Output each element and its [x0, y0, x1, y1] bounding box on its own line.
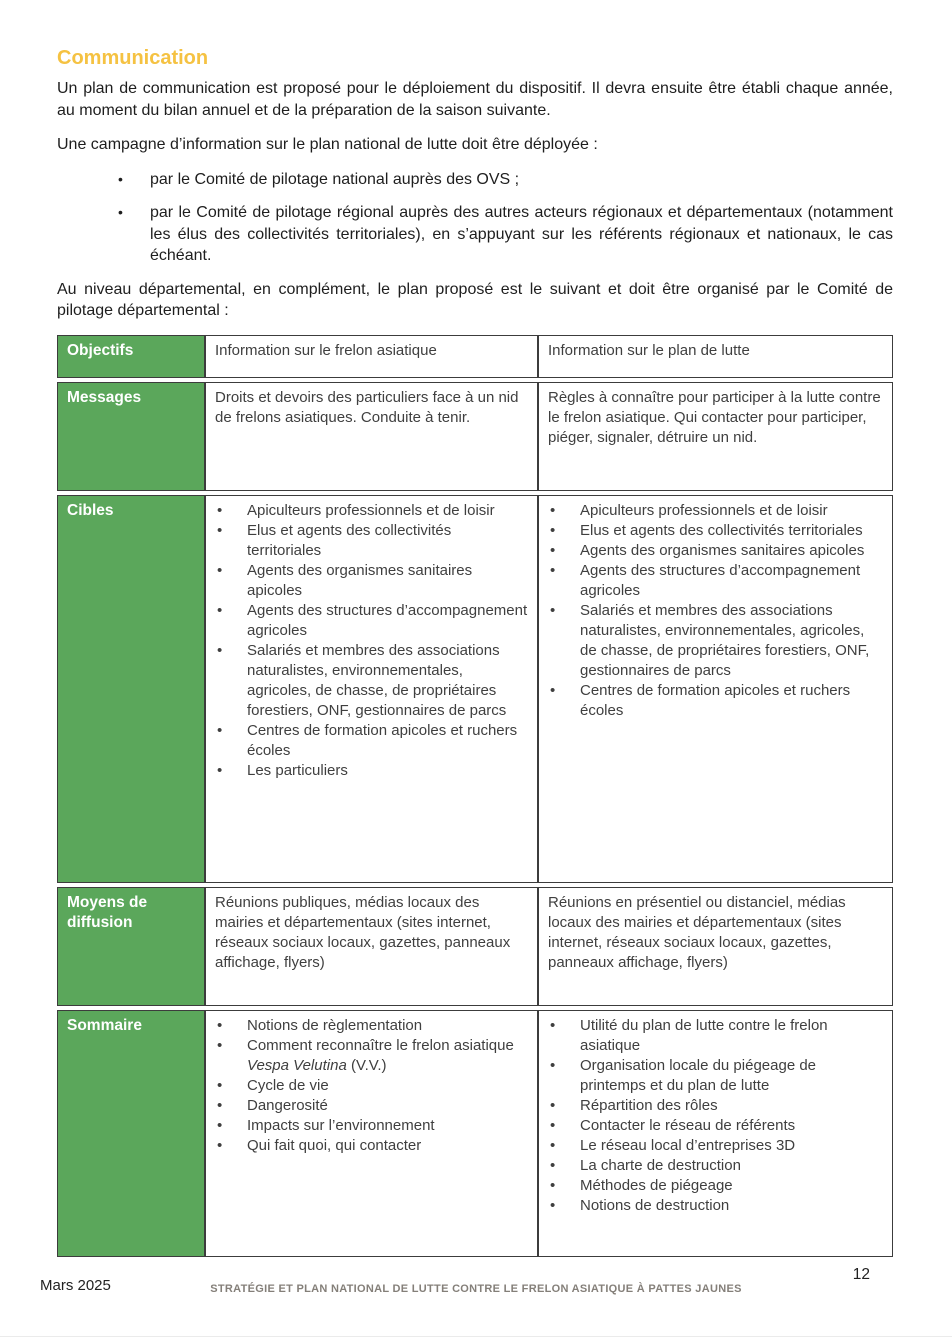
list-item	[215, 501, 528, 521]
species-name-italic: Vespa Velutina	[247, 1056, 347, 1074]
list-item-text: Répartition des rôles	[580, 1096, 718, 1114]
row-label-messages: Messages	[57, 382, 205, 491]
bullet-icon: •	[550, 521, 556, 539]
bullet-icon: •	[217, 761, 223, 779]
bullet-icon: •	[217, 1116, 223, 1134]
list-item-text: Le réseau local d’entreprises 3D	[580, 1136, 796, 1154]
bullet-icon: •	[550, 1096, 556, 1114]
list-item-text: Centres de formation apicoles et ruchers écoles	[247, 721, 518, 759]
table-cell-list	[205, 495, 538, 883]
table-cell: Information sur le plan de lutte	[538, 335, 893, 378]
list-item-text: Dangerosité	[247, 1096, 328, 1114]
list-item-text-part: Comment reconnaître le frelon asiatique	[247, 1036, 514, 1054]
list-item	[215, 721, 528, 761]
list-item-text: Notions de destruction	[580, 1196, 730, 1214]
bullet-icon: •	[550, 561, 556, 579]
list-item-text: Agents des organismes sanitaires apicoles	[247, 561, 473, 599]
list-item-text: Organisation locale du piégeage de printemps et du plan de lutte	[580, 1056, 817, 1094]
footer-date: Mars 2025	[40, 1277, 111, 1294]
bullet-icon: •	[550, 1136, 556, 1154]
list-item-text: Notions de règlementation	[247, 1016, 423, 1034]
bullet-icon: •	[550, 601, 556, 619]
bullet-icon: •	[217, 1136, 223, 1154]
list-item	[548, 1016, 883, 1056]
list-item-text: Apiculteurs professionnels et de loisir	[580, 501, 828, 519]
list-item-text: Salariés et membres des associations naturalistes, environnementales, agricoles, de chasse, de propriétaires forestiers, ONF, gestionnaires de parcs	[247, 641, 507, 719]
bullet-icon: •	[550, 1196, 556, 1214]
list-item-text: Apiculteurs professionnels et de loisir	[247, 501, 495, 519]
table-cell: Information sur le frelon asiatique	[205, 335, 538, 378]
bullet-icon: •	[550, 1056, 556, 1074]
row-label-cibles: Cibles	[57, 495, 205, 883]
list-item	[548, 1096, 883, 1116]
table-cell: Réunions publiques, médias locaux des mairies et départementaux (sites internet, réseaux sociaux locaux, gazettes, panneaux affichage, flyers)	[205, 887, 538, 1006]
table-cell-list	[205, 1010, 538, 1257]
list-item-text: La charte de destruction	[580, 1156, 741, 1174]
list-item-text: Méthodes de piégeage	[580, 1176, 733, 1194]
intro-paragraph: Un plan de communication est proposé pour le déploiement du dispositif. Il devra ensuite être établi chaque année, au moment du bilan annuel et de la préparation de la saison suivante.	[57, 80, 893, 119]
row-label-sommaire: Sommaire	[57, 1010, 205, 1257]
list-item	[548, 1196, 883, 1216]
bullet-icon: •	[217, 1016, 223, 1034]
bullet-icon: •	[550, 681, 556, 699]
list-item-text: Cycle de vie	[247, 1076, 329, 1094]
list-item-text: Salariés et membres des associations naturalistes, environnementales, agricoles, de chasse, de propriétaires forestiers, ONF, gestionnaires de parcs	[580, 601, 870, 679]
communication-plan-table	[57, 335, 893, 1257]
list-item-text: Agents des organismes sanitaires apicoles	[580, 541, 865, 559]
list-item	[548, 1136, 883, 1156]
list-item	[548, 561, 883, 601]
bullet-icon: •	[217, 601, 223, 619]
list-item	[57, 169, 893, 191]
list-item-text: Elus et agents des collectivités territoriales	[247, 521, 452, 559]
bullet-icon: •	[118, 170, 123, 187]
table-cell: Réunions en présentiel ou distanciel, médias locaux des mairies et départementaux (sites internet, réseaux sociaux locaux, gazettes, panneaux affichage, flyers)	[538, 887, 893, 1006]
list-item	[215, 1116, 528, 1136]
page-bottom-divider	[0, 1336, 952, 1337]
list-item	[215, 1136, 528, 1156]
bullet-icon: •	[217, 1036, 223, 1054]
bullet-icon: •	[550, 1156, 556, 1174]
list-item-text: Agents des structures d’accompagnement agricoles	[247, 601, 528, 639]
list-item	[215, 1076, 528, 1096]
bullet-icon: •	[550, 1016, 556, 1034]
table-cell: Droits et devoirs des particuliers face à un nid de frelons asiatiques. Conduite à tenir.	[205, 382, 538, 491]
row-label-objectifs: Objectifs	[57, 335, 205, 378]
bullet-icon: •	[217, 1076, 223, 1094]
list-item	[548, 1156, 883, 1176]
bullet-icon: •	[217, 1096, 223, 1114]
list-item	[548, 601, 883, 681]
list-item	[57, 202, 893, 267]
table-cell: Règles à connaître pour participer à la lutte contre le frelon asiatique. Qui contacter pour participer, piéger, signaler, détruire un nid.	[538, 382, 893, 491]
campaign-bullet-list	[57, 169, 893, 267]
list-item-text: Qui fait quoi, qui contacter	[247, 1136, 422, 1154]
list-item	[548, 501, 883, 521]
bullet-icon: •	[550, 541, 556, 559]
row-label-moyens-de-diffusion: Moyens de diffusion	[57, 887, 205, 1006]
list-item-text: Utilité du plan de lutte contre le frelon asiatique	[580, 1016, 828, 1054]
list-item-text: Impacts sur l’environnement	[247, 1116, 435, 1134]
list-item-text: Agents des structures d’accompagnement agricoles	[580, 561, 861, 599]
campaign-paragraph: Une campagne d’information sur le plan national de lutte doit être déployée :	[57, 136, 598, 153]
list-item-text: Elus et agents des collectivités territoriales	[580, 521, 863, 539]
list-item	[215, 521, 528, 561]
bullet-icon: •	[217, 641, 223, 659]
list-item	[548, 541, 883, 561]
list-item-text: par le Comité de pilotage national auprès des OVS ;	[150, 170, 520, 188]
page-content	[57, 46, 893, 1257]
list-item	[215, 561, 528, 601]
section-heading: Communication	[57, 47, 209, 69]
list-item	[215, 601, 528, 641]
list-item	[548, 681, 883, 721]
table-cell-list	[538, 495, 893, 883]
bullet-icon: •	[217, 721, 223, 739]
list-item	[548, 521, 883, 541]
list-item-text-part: (V.V.)	[346, 1056, 387, 1074]
bullet-icon: •	[550, 501, 556, 519]
list-item	[548, 1116, 883, 1136]
list-item	[215, 761, 528, 781]
footer-document-title: STRATÉGIE ET PLAN NATIONAL DE LUTTE CONTRE LE FRELON ASIATIQUE À PATTES JAUNES	[210, 1283, 742, 1295]
list-item-text: Les particuliers	[247, 761, 348, 779]
bullet-icon: •	[550, 1176, 556, 1194]
table-cell-list	[538, 1010, 893, 1257]
list-item	[215, 1036, 528, 1076]
page-number: 12	[852, 1266, 870, 1283]
list-item	[215, 1096, 528, 1116]
bullet-icon: •	[550, 1116, 556, 1134]
bullet-icon: •	[217, 521, 223, 539]
bullet-icon: •	[217, 561, 223, 579]
list-item	[548, 1056, 883, 1096]
list-item-text	[247, 1036, 528, 1076]
departmental-paragraph: Au niveau départemental, en complément, le plan proposé est le suivant et doit être organisé par le Comité de pilotage départemental :	[57, 280, 893, 319]
list-item	[215, 1016, 528, 1036]
bullet-icon: •	[118, 204, 123, 220]
list-item	[548, 1176, 883, 1196]
list-item-text: Centres de formation apicoles et ruchers écoles	[580, 681, 851, 719]
bullet-icon: •	[217, 501, 223, 519]
list-item-text: Contacter le réseau de référents	[580, 1116, 796, 1134]
list-item	[215, 641, 528, 721]
list-item-text: par le Comité de pilotage régional auprès des autres acteurs régionaux et départementaux (notamment les élus des collectivités territoriales), en s’appuyant sur les référents régionaux et nationaux, le cas échéant.	[150, 204, 893, 264]
